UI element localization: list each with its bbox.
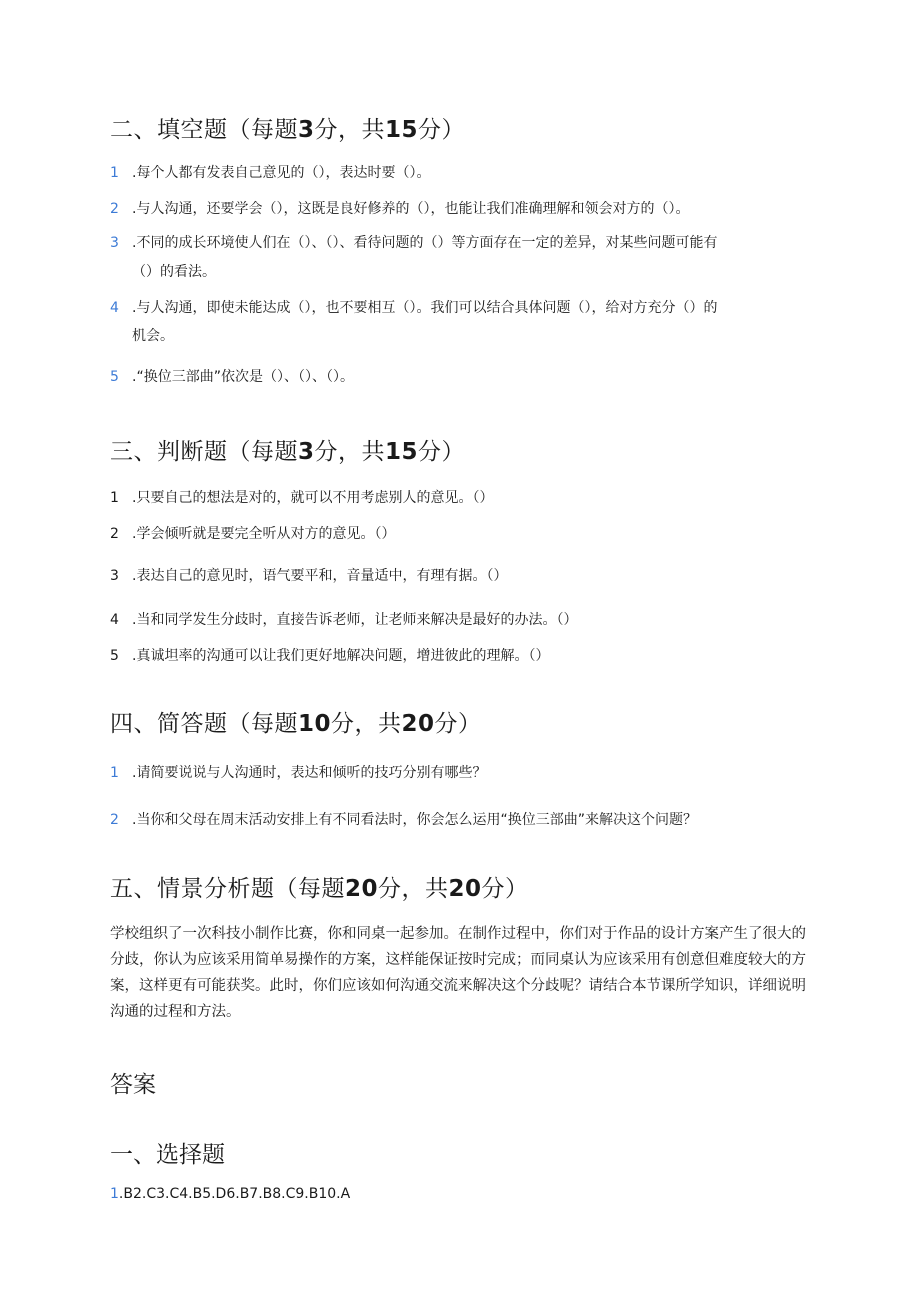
section-title-short-answer: 四、简答题（每题10分，共20分） — [110, 711, 482, 737]
question-item: 1 .每个人都有发表自己意见的（），表达时要（）。 — [110, 165, 431, 181]
question-item-continuation: 机会。 — [132, 328, 174, 344]
question-item: 3 .表达自己的意见时，语气要平和，音量适中，有理有据。（） — [110, 568, 508, 584]
question-item: 2 .与人沟通，还要学会（），这既是良好修养的（），也能让我们准确理解和领会对方的（）。 — [110, 201, 690, 217]
question-item: 5 .真诚坦率的沟通可以让我们更好地解决问题，增进彼此的理解。（） — [110, 648, 550, 664]
question-item: 4 .与人沟通，即使未能达成（），也不要相互（）。我们可以结合具体问题（），给对方充分（）的 — [110, 300, 718, 316]
question-item: 1 .请简要说说与人沟通时，表达和倾听的技巧分别有哪些？ — [110, 765, 487, 781]
question-item-continuation: （）的看法。 — [132, 264, 216, 280]
answers-title: 答案 — [110, 1072, 156, 1098]
section-title-true-false: 三、判断题（每题3分，共15分） — [110, 439, 466, 465]
question-item: 4 .当和同学发生分歧时，直接告诉老师，让老师来解决是最好的办法。（） — [110, 612, 578, 628]
answers-section-title: 一、选择题 — [110, 1142, 225, 1168]
question-item: 3 .不同的成长环境使人们在（）、（）、看待问题的（）等方面存在一定的差异，对某些问题可能有 — [110, 235, 718, 251]
section-title-fill-blank: 二、填空题（每题3分，共15分） — [110, 117, 466, 143]
scenario-paragraph: 学校组织了一次科技小制作比赛，你和同桌一起参加。在制作过程中，你们对于作品的设计方案产生了很大的分歧，你认为应该采用简单易操作的方案，这样能保证按时完成；而同桌认为应该采用有创意但难度较大的方案，这样更有可能获奖。此时，你们应该如何沟通交流来解决这个分歧呢？请结合本节课所学知识，详细说明沟通的过程和方法。 — [110, 926, 806, 1020]
section-title-scenario: 五、情景分析题（每题20分，共20分） — [110, 876, 529, 902]
question-item: 1 .只要自己的想法是对的，就可以不用考虑别人的意见。（） — [110, 490, 494, 506]
question-item: 5 .“换位三部曲”依次是（）、（）、（）。 — [110, 369, 354, 385]
answers-line: 1.B2.C3.C4.B5.D6.B7.B8.C9.B10.A — [110, 1186, 351, 1202]
question-item: 2 .当你和父母在周末活动安排上有不同看法时，你会怎么运用“换位三部曲”来解决这个问题？ — [110, 812, 697, 828]
question-item: 2 .学会倾听就是要完全听从对方的意见。（） — [110, 526, 396, 542]
